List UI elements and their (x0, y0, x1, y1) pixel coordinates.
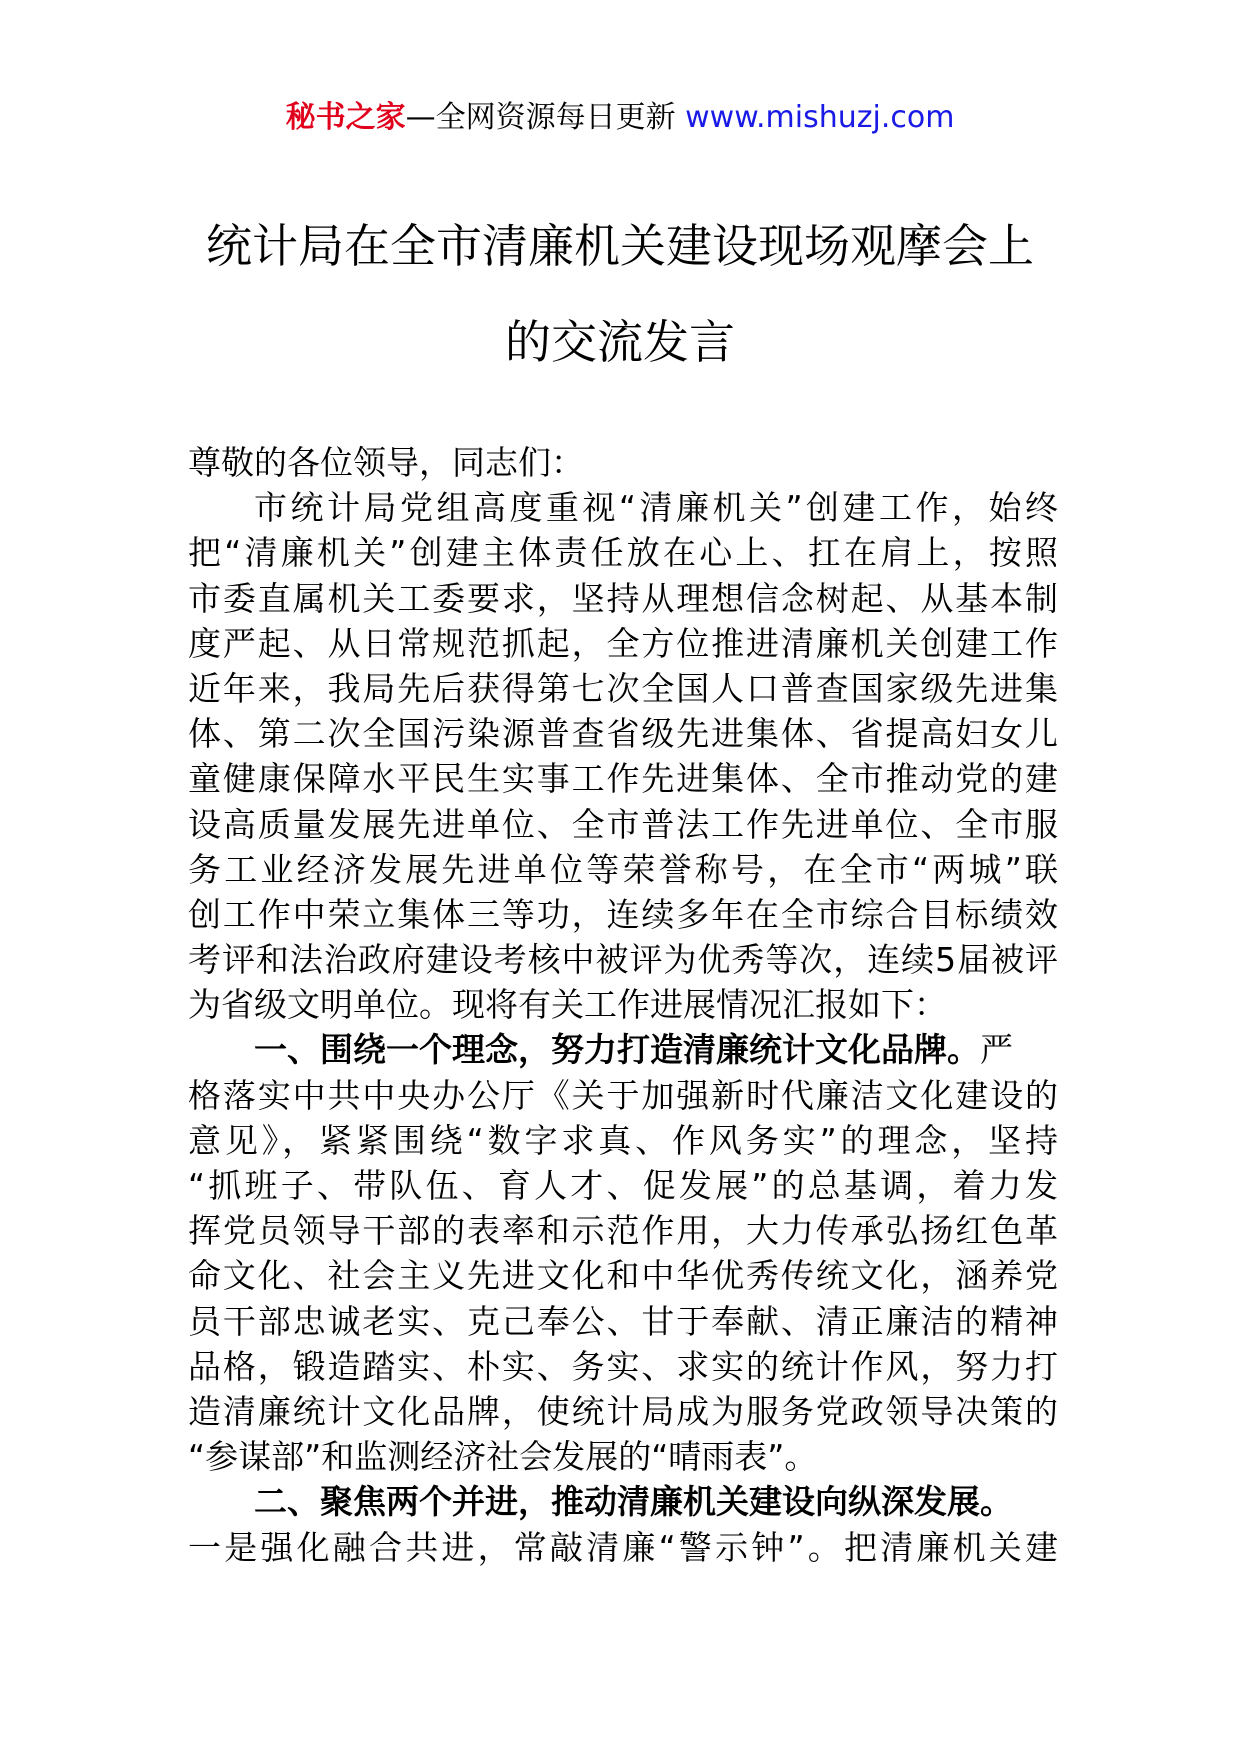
site-banner (0, 98, 1240, 138)
heading-trailing-text: 严 (980, 1030, 1013, 1070)
document-body (188, 440, 1058, 1570)
text-line: 考评和法治政府建设考核中被评为优秀等次，连续5届被评 (188, 940, 1058, 980)
banner-brand: 秘书之家 (285, 100, 406, 135)
text-line: 体、第二次全国污染源普查省级先进集体、省提高妇女儿 (188, 714, 1058, 754)
text-line: 市委直属机关工委要求，坚持从理想信念树起、从基本制 (188, 578, 1058, 618)
text-line: 近年来，我局先后获得第七次全国人口普查国家级先进集 (188, 668, 1058, 708)
paragraph-3 (188, 1479, 1058, 1569)
text-line: 度严起、从日常规范抓起，全方位推进清廉机关创建工作 (188, 623, 1058, 663)
text-line: 命文化、社会主义先进文化和中华优秀传统文化，涵养党 (188, 1256, 1058, 1296)
text-line: 格落实中共中央办公厅《关于加强新时代廉洁文化建设的 (188, 1075, 1058, 1115)
text-line (188, 1027, 1058, 1072)
text-line: “参谋部”和监测经济社会发展的“晴雨表”。 (188, 1437, 818, 1477)
text-line: 务工业经济发展先进单位等荣誉称号，在全市“两城”联 (188, 849, 1058, 889)
text-line: “抓班子、带队伍、育人才、促发展”的总基调，着力发 (188, 1166, 1058, 1205)
text-line: 设高质量发展先进单位、全市普法工作先进单位、全市服 (188, 804, 1058, 844)
text-line: 造清廉统计文化品牌，使统计局成为服务党政领导决策的 (188, 1391, 1058, 1431)
document-title (150, 198, 1090, 390)
text-line: 为省级文明单位。现将有关工作进展情况汇报如下： (188, 985, 947, 1025)
text-line: 品格，锻造踏实、朴实、务实、求实的统计作风，努力打 (188, 1346, 1058, 1386)
text-line: 创工作中荣立集体三等功，连续多年在全市综合目标绩效 (188, 894, 1058, 934)
section-heading-1: 一、围绕一个理念，努力打造清廉统计文化品牌。 (254, 1030, 980, 1070)
text-line: 挥党员领导干部的表率和示范作用，大力传承弘扬红色革 (188, 1211, 1058, 1251)
text-line: 员干部忠诚老实、克己奉公、甘于奉献、清正廉洁的精神 (188, 1301, 1058, 1341)
text-line: 意见》，紧紧围绕“数字求真、作风务实”的理念，坚持 (188, 1120, 1058, 1160)
text-line: 一是强化融合共进，常敲清廉“警示钟”。把清廉机关建 (188, 1527, 1058, 1567)
section-heading-2: 二、聚焦两个并进，推动清廉机关建设向纵深发展。 (254, 1482, 1013, 1522)
greeting: 尊敬的各位领导，同志们： (188, 443, 584, 482)
banner-url-link[interactable]: www.mishuzj.com (685, 100, 955, 135)
text-line: 把“清廉机关”创建主体责任放在心上、扛在肩上，按照 (188, 533, 1058, 573)
title-line-2: 的交流发言 (505, 315, 735, 369)
banner-slogan: 全网资源每日更新 (435, 100, 676, 135)
paragraph-2 (188, 1027, 1058, 1479)
title-line-1: 统计局在全市清廉机关建设现场观摩会上 (206, 219, 1034, 273)
text-line: 童健康保障水平民生实事工作先进集体、全市推动党的建 (188, 759, 1058, 799)
text-line: 市统计局党组高度重视“清廉机关”创建工作，始终 (254, 488, 1058, 528)
banner-dash: — (405, 100, 436, 135)
paragraph-1 (188, 485, 1058, 1027)
